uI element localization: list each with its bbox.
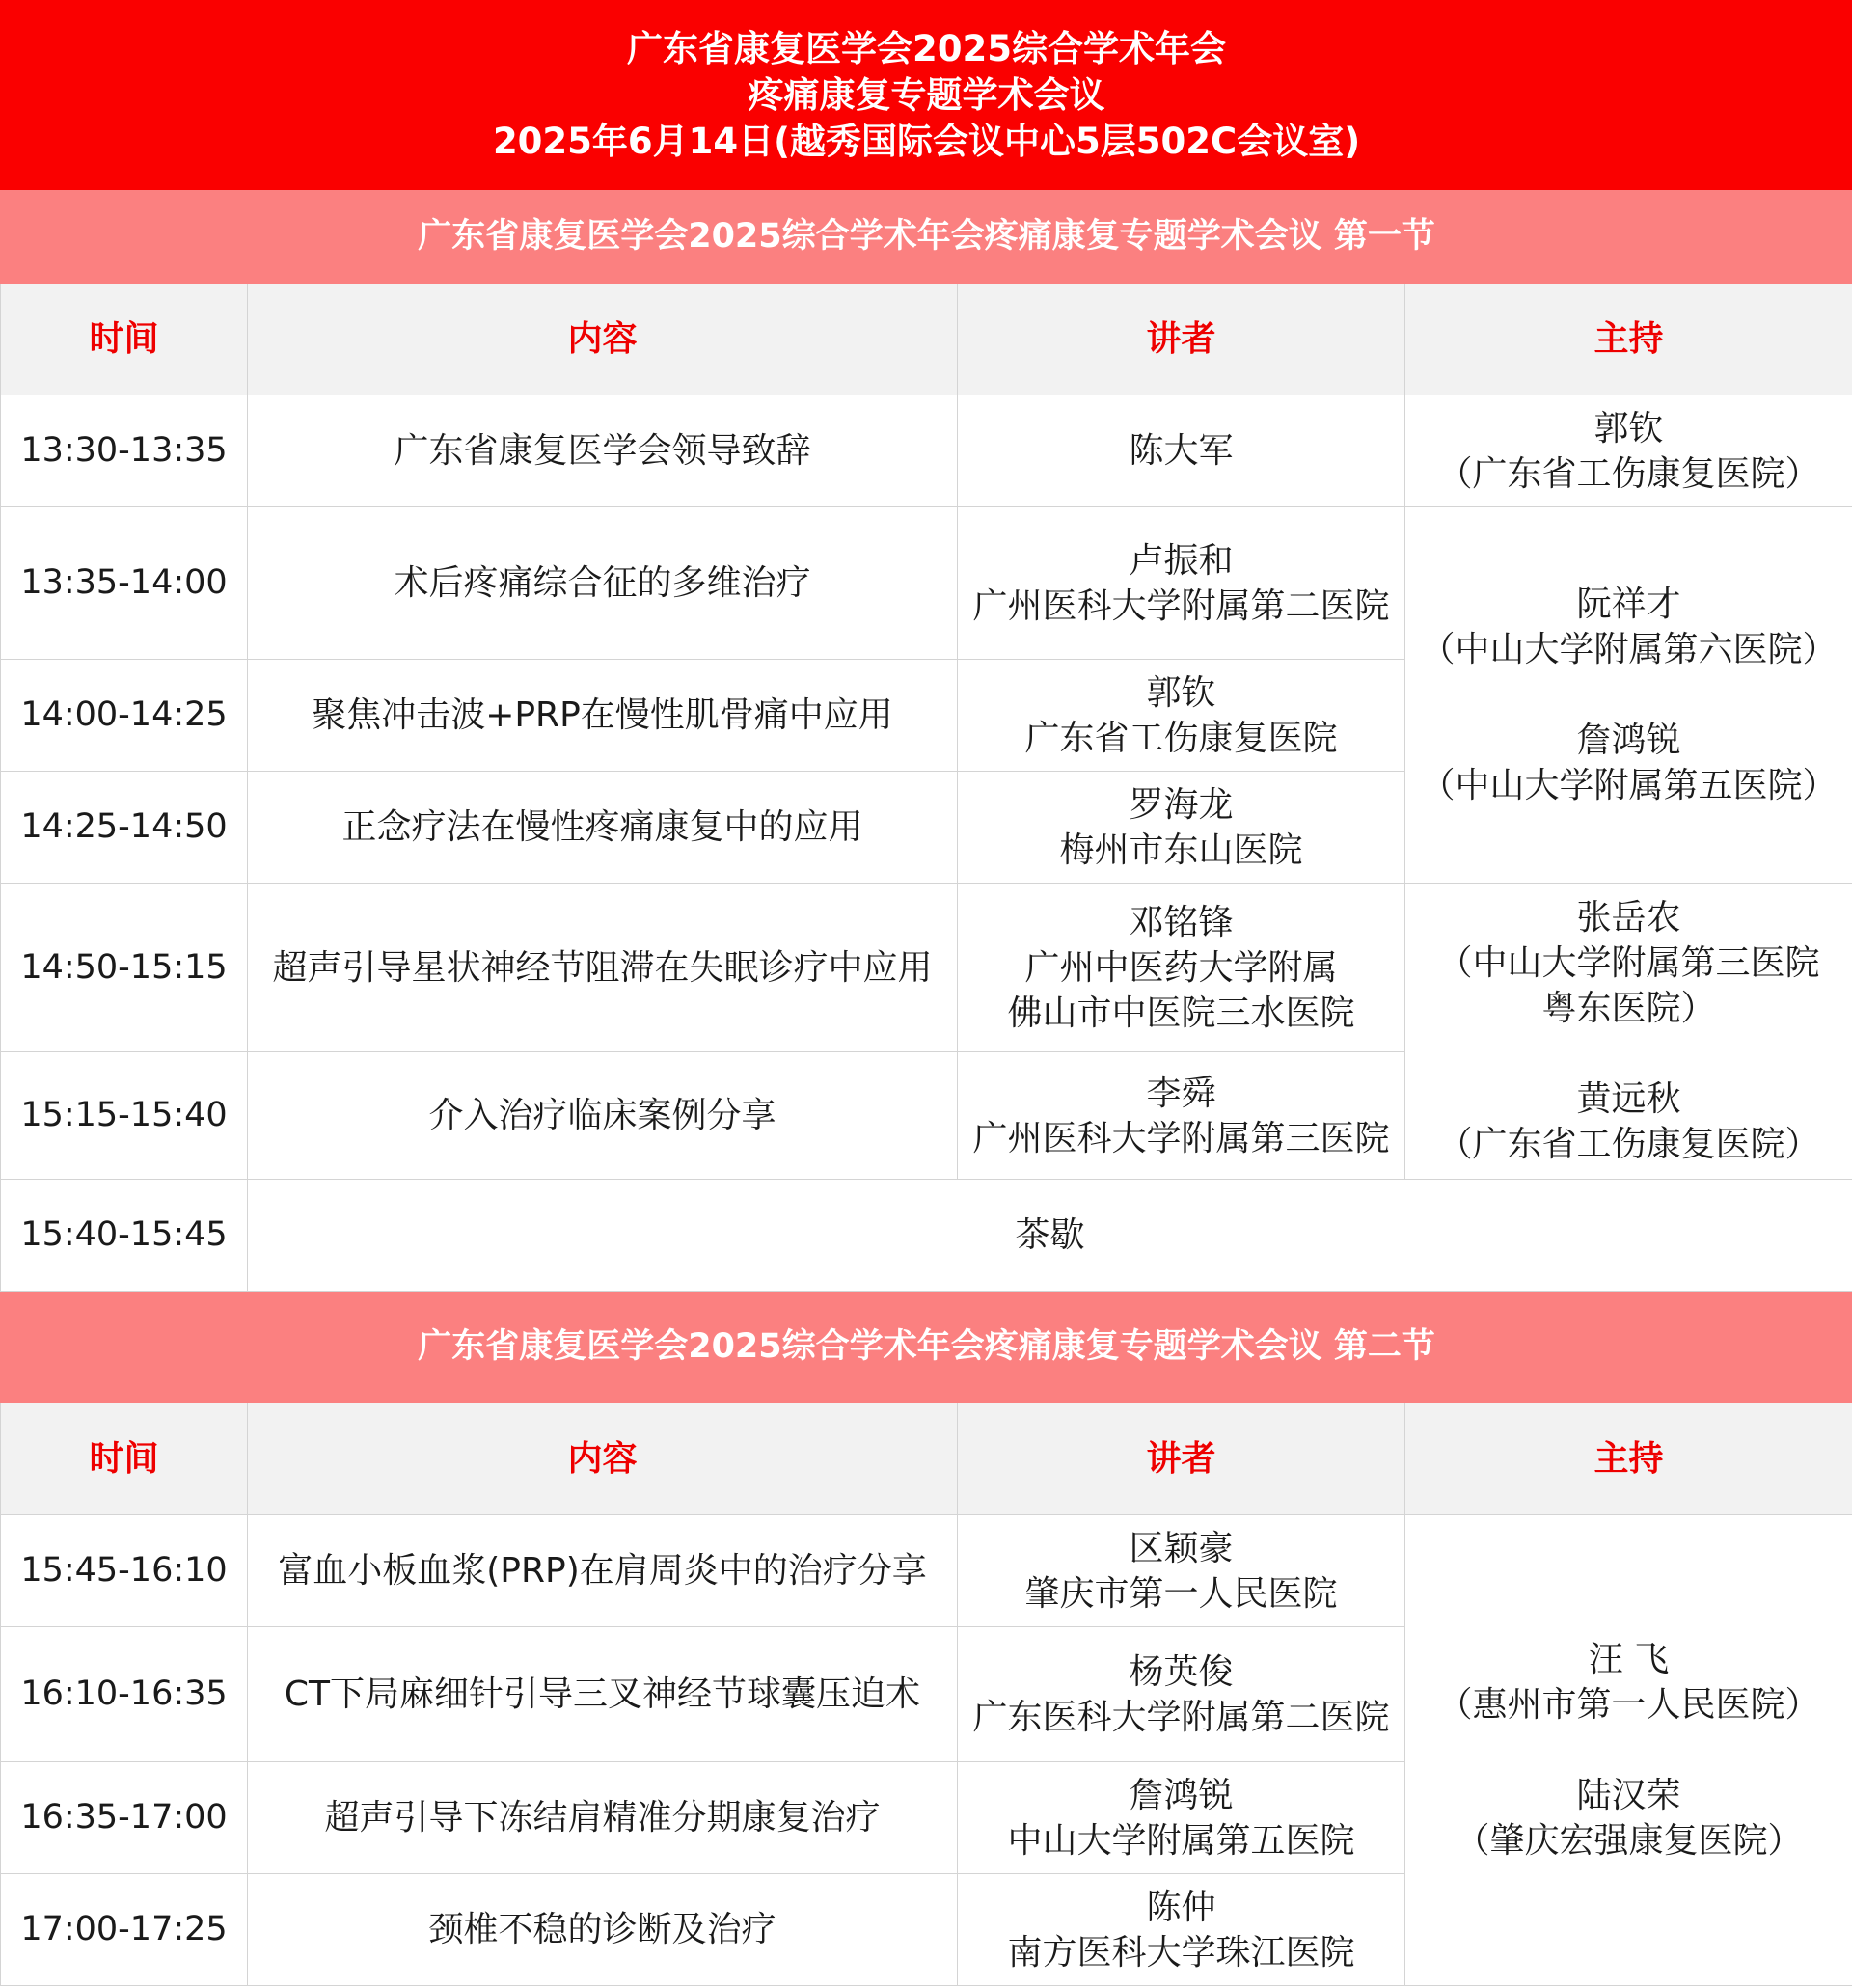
column-header-speaker: 讲者: [958, 1403, 1405, 1515]
speaker-org: 广州医科大学附属第二医院: [972, 586, 1390, 626]
speaker-name: 陈大军: [1129, 431, 1234, 471]
row-time: 14:25-14:50: [1, 772, 248, 884]
tea-break: 茶歇: [248, 1180, 1852, 1292]
row-speaker: [958, 660, 1405, 772]
host-name: 阮祥才: [1576, 585, 1681, 624]
speaker-org: 南方医科大学珠江医院: [1007, 1932, 1355, 1973]
row-content: 超声引导星状神经节阻滞在失眠诊疗中应用: [248, 884, 958, 1052]
speaker-name: 陈仲: [1146, 1887, 1216, 1927]
table-row: [1, 395, 1852, 507]
row-content: 超声引导下冻结肩精准分期康复治疗: [248, 1762, 958, 1874]
table-row: [1, 884, 1852, 1052]
row-speaker: [958, 507, 1405, 660]
row-speaker: [958, 1515, 1405, 1627]
row-time: 14:50-15:15: [1, 884, 248, 1052]
row-time: 17:00-17:25: [1, 1874, 248, 1986]
column-header-row: [1, 1403, 1852, 1515]
row-time: 13:35-14:00: [1, 507, 248, 660]
row-time: 16:35-17:00: [1, 1762, 248, 1874]
speaker-name: 罗海龙: [1129, 784, 1234, 825]
section-1-title: 广东省康复医学会2025综合学术年会疼痛康复专题学术会议 第一节: [1, 190, 1852, 284]
row-speaker: [958, 1762, 1405, 1874]
row-time: 15:40-15:45: [1, 1180, 248, 1292]
speaker-org: 肇庆市第一人民医院: [1024, 1573, 1338, 1614]
speaker-name: 卢振和: [1129, 540, 1234, 581]
speaker-name: 区颖豪: [1129, 1528, 1234, 1568]
speaker-org: 广州中医药大学附属: [1024, 947, 1338, 988]
host-org: （惠州市第一人民医院）: [1437, 1685, 1820, 1725]
host-org: （肇庆宏强康复医院）: [1455, 1821, 1803, 1861]
row-speaker: [958, 884, 1405, 1052]
column-header-host: 主持: [1405, 284, 1852, 395]
section-2-title: 广东省康复医学会2025综合学术年会疼痛康复专题学术会议 第二节: [1, 1292, 1852, 1403]
host-org-line-2: 粤东医院）: [1541, 989, 1716, 1028]
speaker-org: 梅州市东山医院: [1059, 830, 1303, 870]
column-header-time: 时间: [1, 1403, 248, 1515]
speaker-name: 邓铭锋: [1129, 902, 1234, 942]
page-title: [1, 1, 1852, 190]
row-time: 15:15-15:40: [1, 1052, 248, 1180]
row-content: CT下局麻细针引导三叉神经节球囊压迫术: [248, 1627, 958, 1762]
row-host: [1405, 1515, 1852, 1986]
row-speaker: [958, 1627, 1405, 1762]
row-host: [1405, 395, 1852, 507]
row-speaker: [958, 395, 1405, 507]
column-header-time: 时间: [1, 284, 248, 395]
host-org: （中山大学附属第三医院: [1437, 943, 1820, 983]
row-speaker: [958, 1874, 1405, 1986]
speaker-name: 郭钦: [1146, 672, 1216, 713]
row-content: 术后疼痛综合征的多维治疗: [248, 507, 958, 660]
row-content: 聚焦冲击波+PRP在慢性肌骨痛中应用: [248, 660, 958, 772]
column-header-host: 主持: [1405, 1403, 1852, 1515]
host-name: 汪 飞: [1588, 1640, 1670, 1679]
table-row: [1, 507, 1852, 660]
speaker-org: 中山大学附属第五医院: [1007, 1820, 1355, 1861]
column-header-speaker: 讲者: [958, 284, 1405, 395]
table-row: [1, 1180, 1852, 1292]
speaker-name: 詹鸿锐: [1129, 1775, 1234, 1815]
row-host: [1405, 884, 1852, 1180]
row-speaker: [958, 772, 1405, 884]
speaker-org-line-2: 佛山市中医院三水医院: [1007, 993, 1355, 1033]
table-row: [1, 1515, 1852, 1627]
host-org: （中山大学附属第五医院）: [1420, 766, 1838, 805]
row-content: 颈椎不稳的诊断及治疗: [248, 1874, 958, 1986]
column-header-content: 内容: [248, 1403, 958, 1515]
title-line-1: 广东省康复医学会2025综合学术年会: [627, 27, 1227, 69]
speaker-name: 杨英俊: [1129, 1651, 1234, 1692]
speaker-org: 广州医科大学附属第三医院: [972, 1118, 1390, 1158]
host-org: （中山大学附属第六医院）: [1420, 630, 1838, 669]
speaker-org: 广东省工伤康复医院: [1024, 718, 1338, 758]
speaker-name: 李舜: [1146, 1073, 1216, 1113]
title-line-2: 疼痛康复专题学术会议: [748, 73, 1105, 116]
title-line-3: 2025年6月14日(越秀国际会议中心5层502C会议室): [492, 120, 1361, 162]
host-name: 张岳农: [1576, 898, 1681, 938]
column-header-content: 内容: [248, 284, 958, 395]
row-content: 广东省康复医学会领导致辞: [248, 395, 958, 507]
row-speaker: [958, 1052, 1405, 1180]
column-header-row: [1, 284, 1852, 395]
row-content: 介入治疗临床案例分享: [248, 1052, 958, 1180]
row-time: 14:00-14:25: [1, 660, 248, 772]
host-name: 陆汉荣: [1576, 1776, 1681, 1815]
row-time: 13:30-13:35: [1, 395, 248, 507]
host-name: 郭钦: [1593, 408, 1664, 449]
row-host: [1405, 507, 1852, 884]
host-org: （广东省工伤康复医院）: [1437, 453, 1820, 494]
host-name: 詹鸿锐: [1576, 721, 1681, 760]
speaker-org: 广东医科大学附属第二医院: [972, 1697, 1390, 1737]
row-time: 15:45-16:10: [1, 1515, 248, 1627]
host-org: （广东省工伤康复医院）: [1437, 1125, 1820, 1164]
row-time: 16:10-16:35: [1, 1627, 248, 1762]
row-content: 富血小板血浆(PRP)在肩周炎中的治疗分享: [248, 1515, 958, 1627]
host-name: 黄远秋: [1576, 1079, 1681, 1119]
row-content: 正念疗法在慢性疼痛康复中的应用: [248, 772, 958, 884]
